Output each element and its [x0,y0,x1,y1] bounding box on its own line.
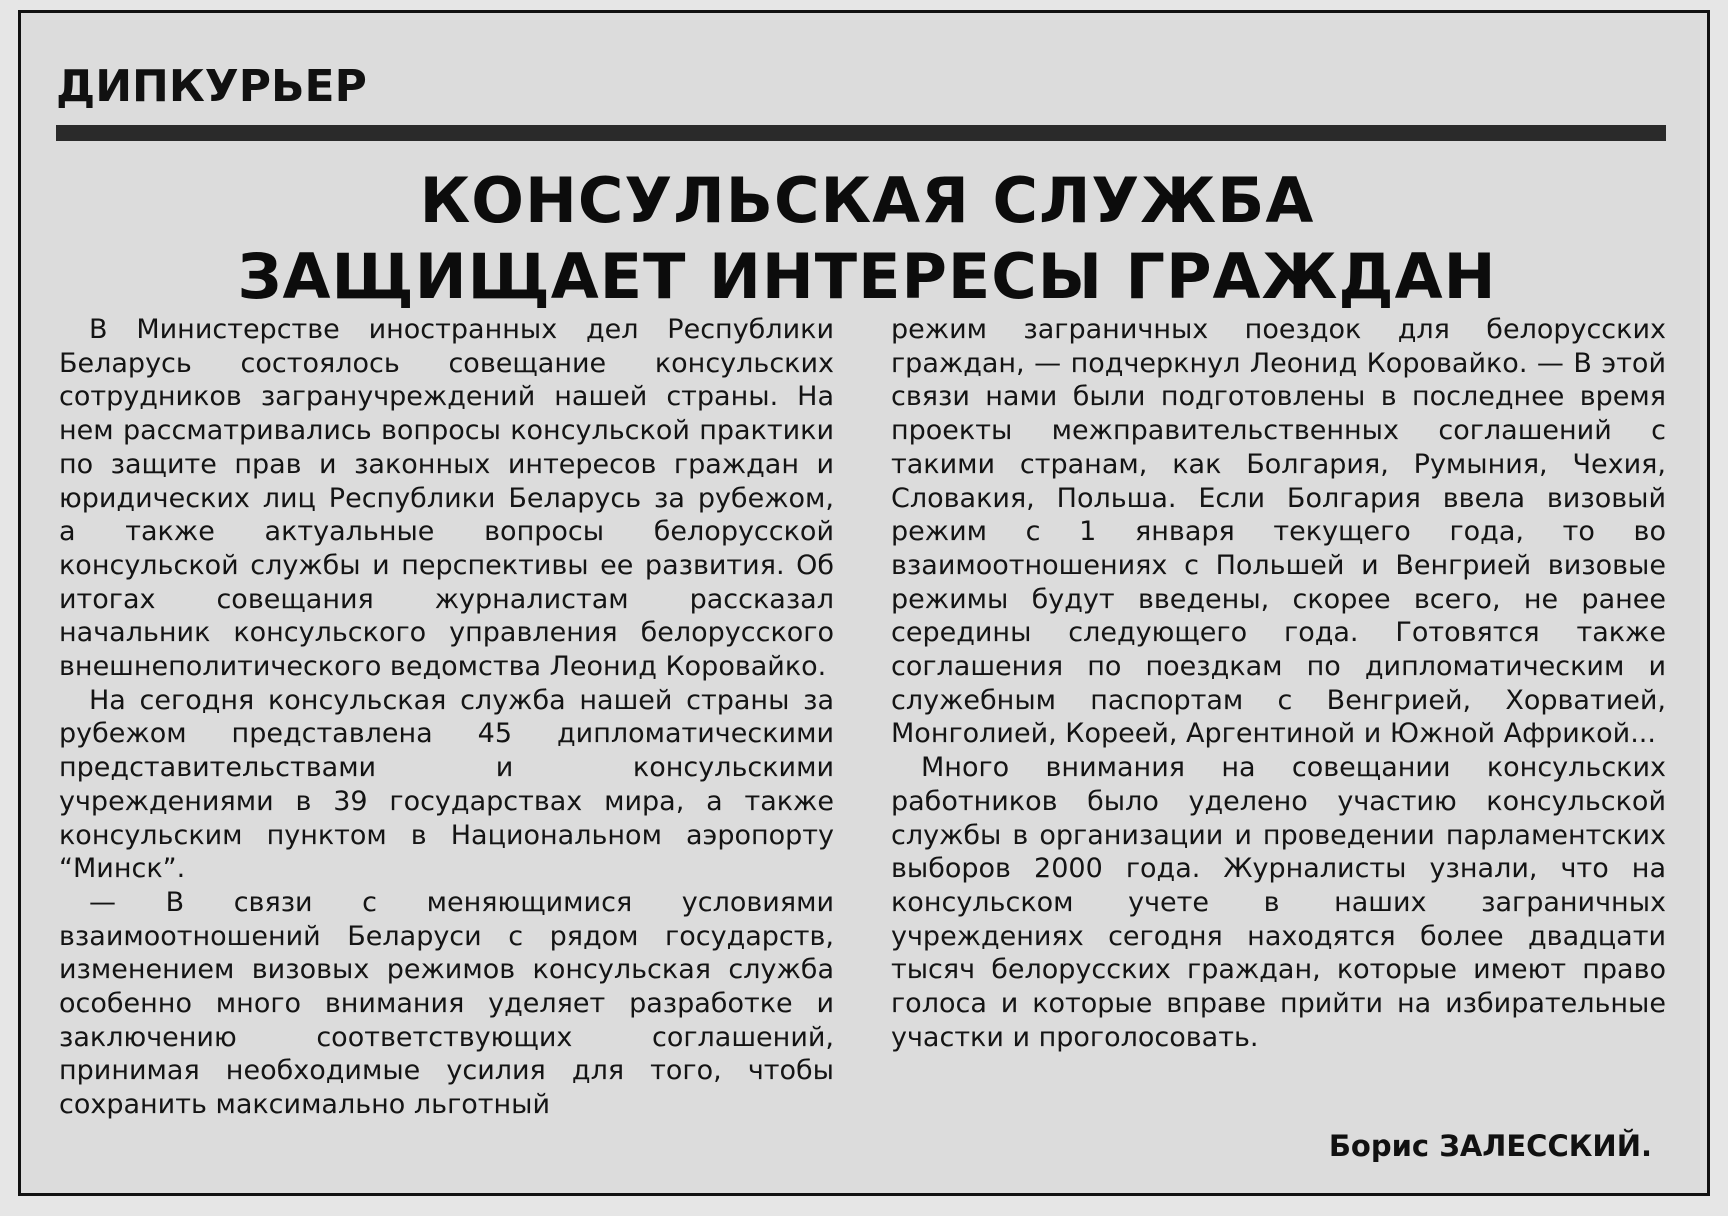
left-column [59,313,834,1122]
paragraph: — В связи с меняющимися условиями взаимоотношений Беларуси с рядом государств, изменением визовых режимов консульская служба особенно много внимания уделяет разработке и заключению соответствующих соглашений, принимая необходимые усилия для того, чтобы сохранить максимально льготный [59,886,834,1121]
headline-line-1: КОНСУЛЬСКАЯ СЛУЖБА [419,164,1315,237]
paragraph: В Министерстве иностранных дел Республики Беларусь состоялось совещание консульских сотрудников загранучреждений нашей страны. На нем рассматривались вопросы консульской практики по защите прав и законных интересов граждан и юридических лиц Республики Беларусь за рубежом, а также актуальные вопросы белорусской консульской службы и перспективы ее развития. Об итогах совещания журналистам рассказал начальник консульского управления белорусского внешнеполитического ведомства Леонид Коровайко. [59,314,834,683]
rubric-rule [56,125,1666,141]
paragraph: Много внимания на совещании консульских работников было уделено участию консульской службы в организации и проведении парламентских выборов 2000 года. Журналисты узнали, что на консульском учете в наших заграничных учреждениях сегодня находятся более двадцати тысяч белорусских граждан, которые имеют право голоса и которые вправе прийти на избирательные участки и проголосовать. [891,752,1666,1053]
paragraph: На сегодня консульская служба нашей страны за рубежом представлена 45 дипломатическими представительствами и консульскими учреждениями в 39 государствах мира, а также консульским пунктом в Национальном аэропорту “Минск”. [59,684,834,885]
article-headline [21,163,1713,315]
author-byline: Борис ЗАЛЕССКИЙ. [1328,1129,1652,1163]
right-column [891,313,1666,1054]
rubric-title: ДИПКУРЬЕР [56,61,367,112]
paragraph: режим заграничных поездок для белорусских граждан, — подчеркнул Леонид Коровайко. — В этой связи нами были подготовлены в последнее время проекты межправительственных соглашений с такими странам, как Болгария, Румыния, Чехия, Словакия, Польша. Если Болгария ввела визовый режим с 1 января текущего года, то во взаимоотношениях с Польшей и Венгрией визовые режимы будут введены, скорее всего, не ранее середины следующего года. Готовятся также соглашения по поездкам по дипломатическим и служебным паспортам с Венгрией, Хорватией, Монголией, Кореей, Аргентиной и Южной Африкой... [891,314,1666,750]
article-frame [18,10,1710,1196]
headline-line-2: ЗАЩИЩАЕТ ИНТЕРЕСЫ ГРАЖДАН [237,240,1497,313]
